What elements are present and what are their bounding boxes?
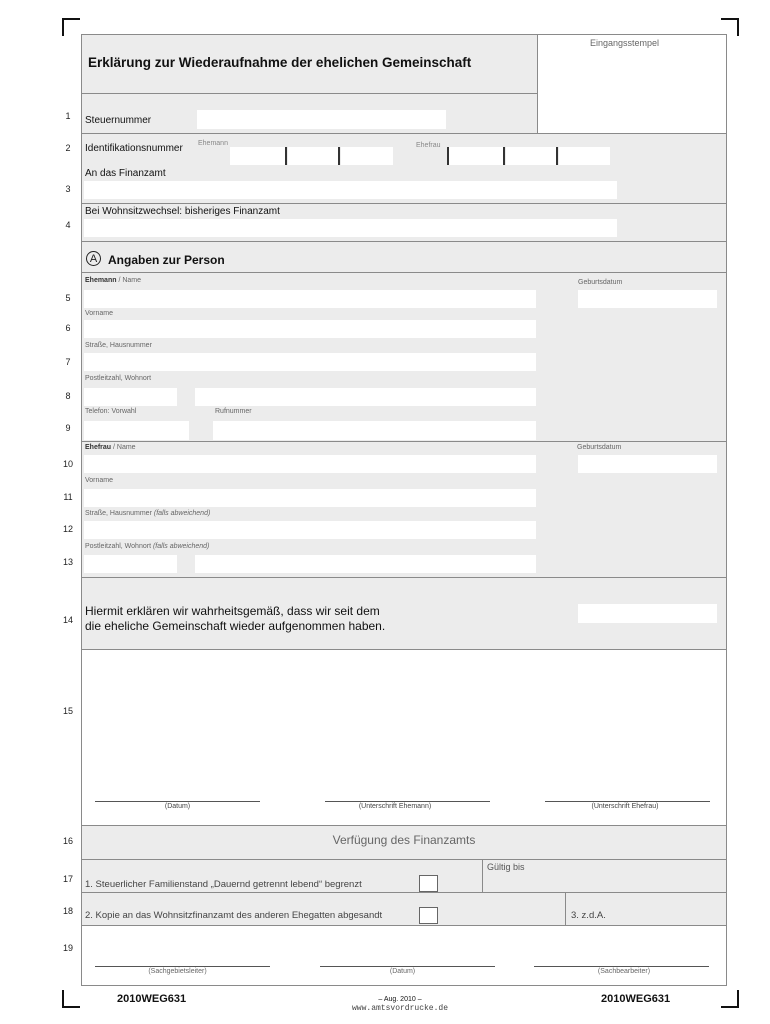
id-separator xyxy=(556,147,558,165)
ehefrau-vorname-field[interactable] xyxy=(84,489,536,507)
row-number: 12 xyxy=(62,524,73,534)
crop-mark-bottom-left xyxy=(62,990,80,1008)
ehefrau-strasse-field[interactable] xyxy=(84,521,536,539)
zda-text: 3. z.d.A. xyxy=(571,910,606,921)
ehefrau-name-field[interactable] xyxy=(84,455,536,473)
item17-text: 1. Steuerlicher Familienstand „Dauernd getrennt lebend“ begrenzt xyxy=(85,879,362,890)
id-ehemann-field-3[interactable] xyxy=(341,147,393,165)
ehefrau-plz-label: Postleitzahl, Wohnort (falls abweichend) xyxy=(85,543,210,550)
sachbearbeiter-signature-line[interactable] xyxy=(534,966,709,967)
row-number: 18 xyxy=(62,906,73,916)
ehemann-signature-line[interactable] xyxy=(325,801,490,802)
telefon-vorwahl-field[interactable] xyxy=(84,421,189,440)
ehefrau-name-label: Ehefrau / Name xyxy=(85,444,136,451)
section-a-title: Angaben zur Person xyxy=(108,253,225,267)
divider xyxy=(82,441,726,442)
ehemann-vorname-label: Vorname xyxy=(85,310,114,317)
form-code-left: 2010WEG631 xyxy=(117,993,187,1005)
ehefrau-geburtsdatum-label: Geburtsdatum xyxy=(577,444,622,451)
stamp-label: Eingangsstempel xyxy=(590,38,660,48)
row-number: 17 xyxy=(62,874,73,884)
datum-signature-line[interactable] xyxy=(95,801,260,802)
id-separator xyxy=(338,147,340,165)
datum-caption: (Datum) xyxy=(164,803,191,810)
ehefrau-plz-field[interactable] xyxy=(84,555,177,573)
item18-text: 2. Kopie an das Wohnsitzfinanzamt des anderen Ehegatten abgesandt xyxy=(85,910,383,921)
edition-date: – Aug. 2010 – xyxy=(378,996,422,1003)
crop-mark-bottom-right xyxy=(721,990,739,1008)
row-number: 2 xyxy=(65,143,71,153)
row-number: 4 xyxy=(65,220,71,230)
ehefrau-wohnort-field[interactable] xyxy=(195,555,536,573)
row-number: 19 xyxy=(62,943,73,953)
id-ehefrau-field-2[interactable] xyxy=(506,147,556,165)
finanzamt-field[interactable] xyxy=(84,181,617,199)
ehefrau-signature-line[interactable] xyxy=(545,801,710,802)
ehemann-plz-field[interactable] xyxy=(84,388,177,406)
bisheriges-finanzamt-field[interactable] xyxy=(84,219,617,237)
familienstand-checkbox[interactable] xyxy=(419,875,438,892)
website-text: www.amtsvordrucke.de xyxy=(351,1004,448,1013)
ehefrau-strasse-label: Straße, Hausnummer (falls abweichend) xyxy=(85,510,211,517)
form-code-right: 2010WEG631 xyxy=(601,993,671,1005)
erklaerung-text-line1: Hiermit erklären wir wahrheitsgemäß, dass wir seit dem xyxy=(85,604,380,618)
form-title: Erklärung zur Wiederaufnahme der ehelichen Gemeinschaft xyxy=(88,55,472,70)
steuernummer-label: Steuernummer xyxy=(85,115,152,126)
row-number: 15 xyxy=(62,706,73,716)
ehemann-wohnort-field[interactable] xyxy=(195,388,536,406)
unterschrift-ehefrau-caption: (Unterschrift Ehefrau) xyxy=(591,803,659,810)
id-ehefrau-label: Ehefrau xyxy=(416,142,441,149)
id-ehemann-field-1[interactable] xyxy=(230,147,285,165)
row-number: 5 xyxy=(65,293,71,303)
wohnsitzwechsel-label: Bei Wohnsitzwechsel: bisheriges Finanzamt xyxy=(85,206,280,217)
row-number: 9 xyxy=(65,423,71,433)
ehemann-name-label: Ehemann / Name xyxy=(85,277,142,284)
row-number: 10 xyxy=(62,459,73,469)
row-number: 8 xyxy=(65,391,71,401)
datum2-signature-line[interactable] xyxy=(320,966,495,967)
divider xyxy=(82,241,726,242)
divider xyxy=(82,577,726,578)
row-number: 11 xyxy=(63,492,73,502)
kopie-abgesandt-checkbox[interactable] xyxy=(419,907,438,924)
wiederaufnahme-datum-field[interactable] xyxy=(578,604,717,623)
ehemann-plz-label: Postleitzahl, Wohnort xyxy=(85,375,152,382)
sachgebietsleiter-signature-line[interactable] xyxy=(95,966,270,967)
ehemann-geburtsdatum-field[interactable] xyxy=(578,290,717,308)
divider xyxy=(82,892,726,893)
row-number: 1 xyxy=(65,111,71,121)
divider xyxy=(82,133,726,134)
telefon-vorwahl-label: Telefon: Vorwahl xyxy=(85,408,137,415)
steuernummer-field[interactable] xyxy=(197,110,446,129)
row-number: 6 xyxy=(65,323,71,333)
row-number: 7 xyxy=(65,357,71,367)
an-das-finanzamt-label: An das Finanzamt xyxy=(85,168,166,179)
erklaerung-text-line2: die eheliche Gemeinschaft wieder aufgenommen haben. xyxy=(85,619,386,633)
verfuegung-sign-area xyxy=(82,926,726,985)
ehefrau-geburtsdatum-field[interactable] xyxy=(578,455,717,473)
ehemann-vorname-field[interactable] xyxy=(84,320,536,338)
row-number: 3 xyxy=(65,184,71,194)
divider xyxy=(82,825,726,826)
stamp-area xyxy=(538,35,726,133)
id-separator xyxy=(503,147,505,165)
identifikationsnummer-label: Identifikationsnummer xyxy=(85,143,183,154)
gueltig-bis-label: Gültig bis xyxy=(487,862,525,872)
verfuegung-title: Verfügung des Finanzamts xyxy=(332,833,476,847)
divider xyxy=(82,649,726,650)
rufnummer-field[interactable] xyxy=(213,421,536,440)
id-ehemann-label: Ehemann xyxy=(198,140,228,147)
id-separator xyxy=(447,147,449,165)
divider xyxy=(82,93,538,94)
statement-area xyxy=(82,650,726,825)
sachgebietsleiter-caption: (Sachgebietsleiter) xyxy=(148,968,207,975)
zda-divider xyxy=(565,893,566,925)
stamp-divider xyxy=(537,35,538,133)
row-number: 13 xyxy=(62,557,73,567)
datum2-caption: (Datum) xyxy=(389,968,416,975)
crop-mark-top-left xyxy=(62,18,80,36)
ehefrau-vorname-label: Vorname xyxy=(85,477,114,484)
divider xyxy=(82,203,726,204)
sachbearbeiter-caption: (Sachbearbeiter) xyxy=(597,968,651,975)
gueltig-divider xyxy=(482,860,483,892)
row-number: 14 xyxy=(62,615,73,625)
ehemann-geburtsdatum-label: Geburtsdatum xyxy=(578,279,623,286)
id-ehefrau-field-3[interactable] xyxy=(559,147,610,165)
ehemann-strasse-field[interactable] xyxy=(84,353,536,371)
id-separator xyxy=(285,147,287,165)
ehemann-strasse-label: Straße, Hausnummer xyxy=(85,342,152,349)
unterschrift-ehemann-caption: (Unterschrift Ehemann) xyxy=(358,803,432,810)
id-ehefrau-field-1[interactable] xyxy=(448,147,503,165)
ehemann-name-field[interactable] xyxy=(84,290,536,308)
divider xyxy=(82,272,726,273)
id-ehemann-field-2[interactable] xyxy=(288,147,338,165)
row-number: 16 xyxy=(62,836,73,846)
rufnummer-label: Rufnummer xyxy=(215,408,252,415)
divider xyxy=(82,859,726,860)
section-a-badge: A xyxy=(86,251,101,266)
divider xyxy=(82,925,726,926)
